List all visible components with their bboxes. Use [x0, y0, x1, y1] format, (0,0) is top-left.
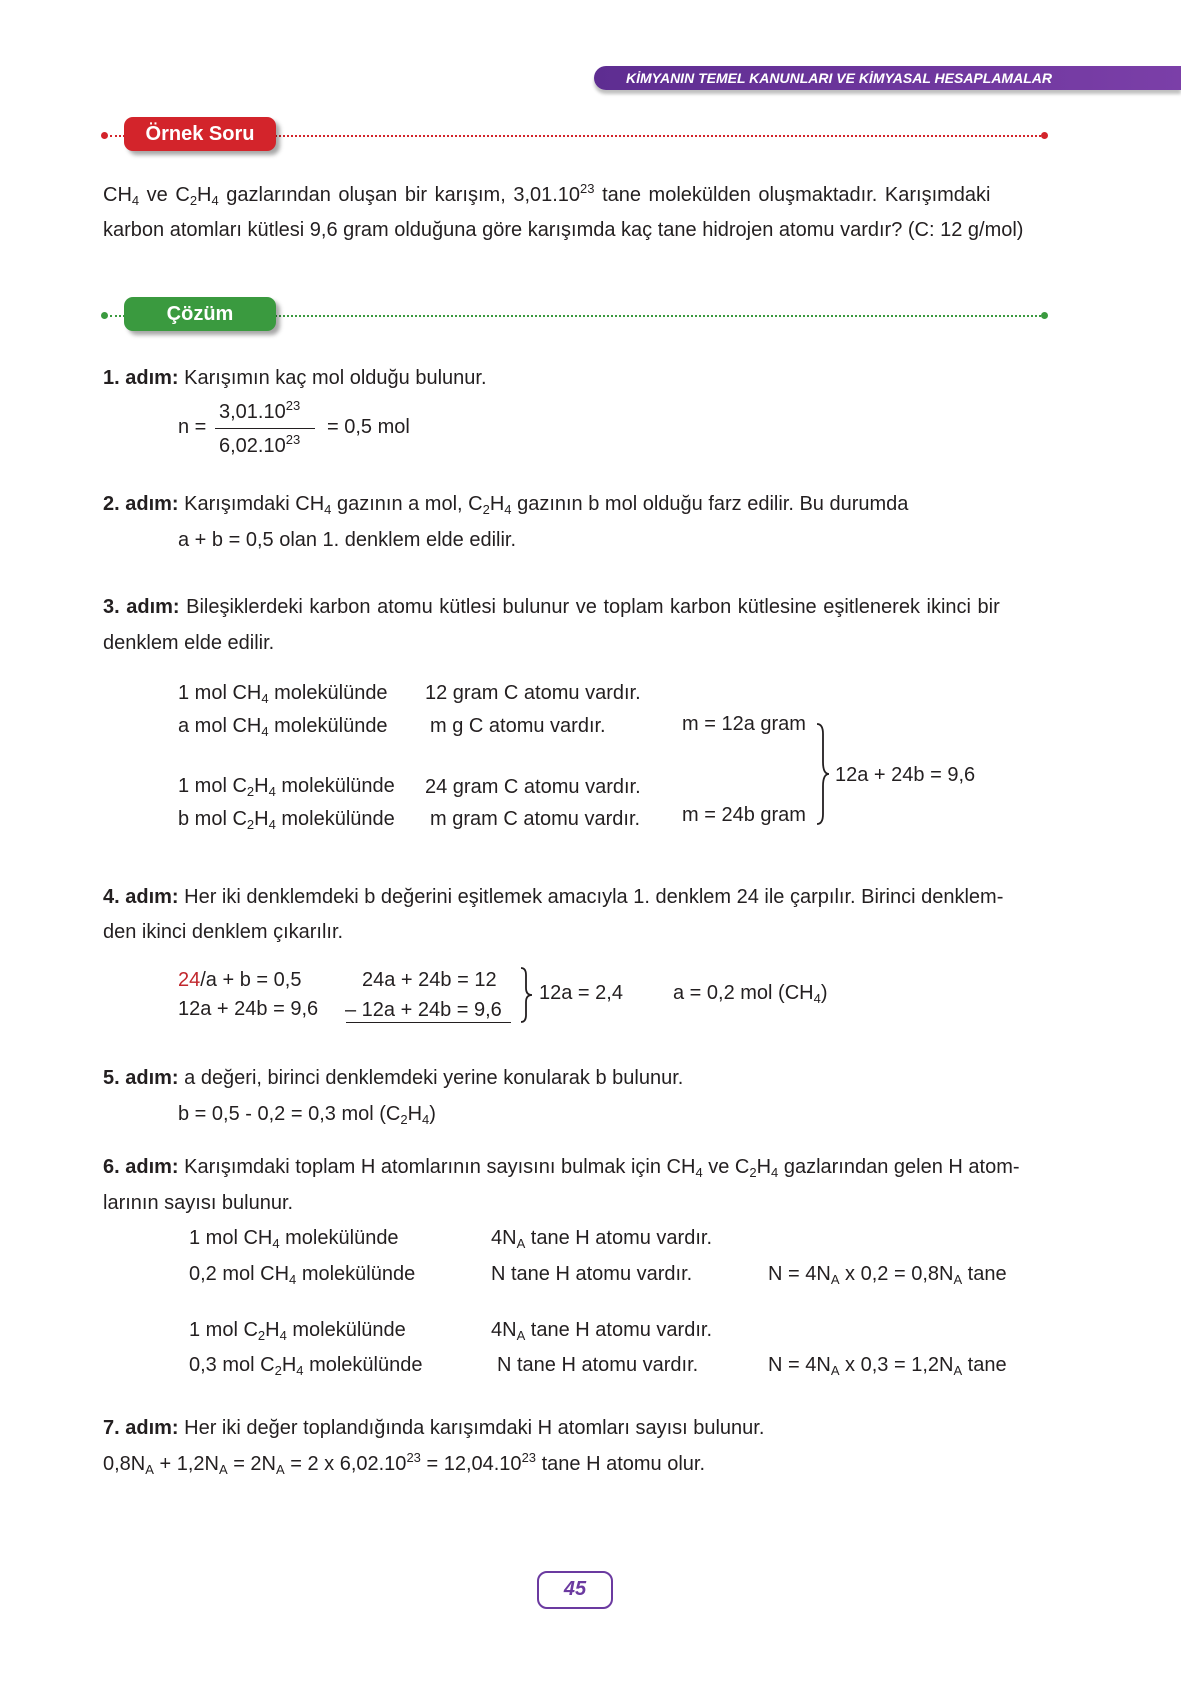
step-7: 7. adım: Her iki değer toplandığında karışımdaki H atomları sayısı bulunur.: [103, 1417, 765, 1439]
step-6-row-3-left: 1 mol $C_2H_4$ molekülünde: [189, 1319, 406, 1343]
step-4: 4. adım: Her iki denklemdeki b değerini eşitlemek amacıyla 1. denklem 24 ile çarpılır. Birinci denklem-: [103, 886, 1004, 908]
example-line-end-dot: [1041, 132, 1048, 139]
step-6-row-2-left: 0,2 mol $CH_4$ molekülünde: [189, 1263, 416, 1287]
step-3-row-4-left: b mol $C_2H_4$ molekülünde: [178, 808, 395, 832]
step-3-row-3-left: 1 mol $C_2H_4$ molekülünde: [178, 775, 395, 799]
step-4-eq-2: 12a + 24b = 9,6: [178, 998, 319, 1020]
step-4-eq-1: 24/a + b = 0,5: [178, 969, 302, 991]
solution-line-end-dot: [1041, 312, 1048, 319]
step-5: 5. adım: a değeri, birinci denklemdeki yerine konularak b bulunur.: [103, 1067, 684, 1089]
step-3-row-1-right: 12 gram C atomu vardır.: [425, 682, 641, 704]
step-3-row-2-left: a mol $CH_4$ molekülünde: [178, 715, 388, 739]
step-1-n-label: n =: [178, 416, 207, 438]
step-7-line-2: $0,8N_A + 1,2N_A = 2N_A = 2$ x $6,02.10^{23} = 12,04.10^{23}$ tane H atomu olur.: [103, 1450, 706, 1477]
page-number: 45: [537, 1571, 613, 1609]
step-3-line-2: denklem elde edilir.: [103, 632, 275, 654]
step-4-result-2: a = 0,2 mol $(CH_4)$: [673, 982, 828, 1006]
step-4-eq-4: – 12a + 24b = 9,6: [345, 999, 502, 1021]
step-1-result: = 0,5 mol: [327, 416, 410, 438]
step-1-denominator: 6,02.10$^{23}$: [219, 432, 301, 457]
step-5-line-2: b = 0,5 - 0,2 = 0,3 mol $(C_2H_4)$: [178, 1103, 436, 1127]
step-6-row-1-left: 1 mol $CH_4$ molekülünde: [189, 1227, 399, 1251]
step-3-row-1-left: 1 mol $CH_4$ molekülünde: [178, 682, 388, 706]
step-2-line-2: a + b = 0,5 olan 1. denklem elde edilir.: [178, 529, 517, 551]
step-6-row-2-result: $N = 4N_A$ x $0,2 = 0,8N_A$ tane: [768, 1263, 1007, 1287]
step-3-row-3-right: 24 gram C atomu vardır.: [425, 776, 641, 798]
step-3-m-24b: m = 24b gram: [682, 804, 806, 826]
chapter-header: KİMYANIN TEMEL KANUNLARI VE KİMYASAL HESAPLAMALAR: [594, 66, 1181, 90]
step-1-fraction-bar: [215, 428, 315, 429]
step-3: 3. adım: Bileşiklerdeki karbon atomu kütlesi bulunur ve toplam karbon kütlesine eşitlenerek ikinci bir: [103, 596, 1000, 618]
step-3-row-4-right: m gram C atomu vardır.: [430, 808, 641, 830]
step-6-row-3-right: $4N_A$ tane H atomu vardır.: [491, 1319, 713, 1343]
solution-label: Çözüm: [124, 297, 276, 331]
step-6-row-4-right: N tane H atomu vardır.: [497, 1354, 699, 1376]
example-label: Örnek Soru: [124, 117, 276, 151]
example-question-line-2: karbon atomları kütlesi 9,6 gram olduğuna göre karışımda kaç tane hidrojen atomu vardır? (C: 12 g/mol): [103, 219, 1024, 241]
step-6-row-4-result: $N = 4N_A$ x $0,3 = 1,2N_A$ tane: [768, 1354, 1007, 1378]
step-3-row-2-right: m g C atomu vardır.: [430, 715, 606, 737]
step-3-brace: [815, 722, 831, 826]
step-1: 1. adım: Karışımın kaç mol olduğu bulunur.: [103, 367, 487, 389]
solution-line-start-dot: [101, 312, 108, 319]
example-question-line-1: $CH_4$ ve $C_2H_4$ gazlarından oluşan bir karışım, 3,01.10$^{23}$ tane molekülden oluşmaktadır. Karışımdaki: [103, 181, 991, 208]
step-6: 6. adım: Karışımdaki toplam H atomlarının sayısını bulmak için $CH_4$ ve $C_2H_4$ gazlarından gelen H atom-: [103, 1156, 1020, 1180]
step-6-line-2: larının sayısı bulunur.: [103, 1192, 294, 1214]
step-3-total: 12a + 24b = 9,6: [835, 764, 976, 786]
step-3-m-12a: m = 12a gram: [682, 713, 806, 735]
step-4-brace: [519, 966, 535, 1024]
step-4-subtraction-line: [346, 1022, 511, 1023]
step-4-line-2: den ikinci denklem çıkarılır.: [103, 921, 344, 943]
step-4-result-1: 12a = 2,4: [539, 982, 623, 1004]
step-4-eq-3: 24a + 24b = 12: [362, 969, 497, 991]
step-2: 2. adım: Karışımdaki $CH_4$ gazının a mol, $C_2H_4$ gazının b mol olduğu farz edilir. Bu durumda: [103, 493, 909, 517]
step-6-row-1-right: $4N_A$ tane H atomu vardır.: [491, 1227, 713, 1251]
example-line-start-dot: [101, 132, 108, 139]
step-6-row-4-left: 0,3 mol $C_2H_4$ molekülünde: [189, 1354, 423, 1378]
step-1-numerator: 3,01.10$^{23}$: [219, 398, 301, 423]
step-6-row-2-right: N tane H atomu vardır.: [491, 1263, 693, 1285]
